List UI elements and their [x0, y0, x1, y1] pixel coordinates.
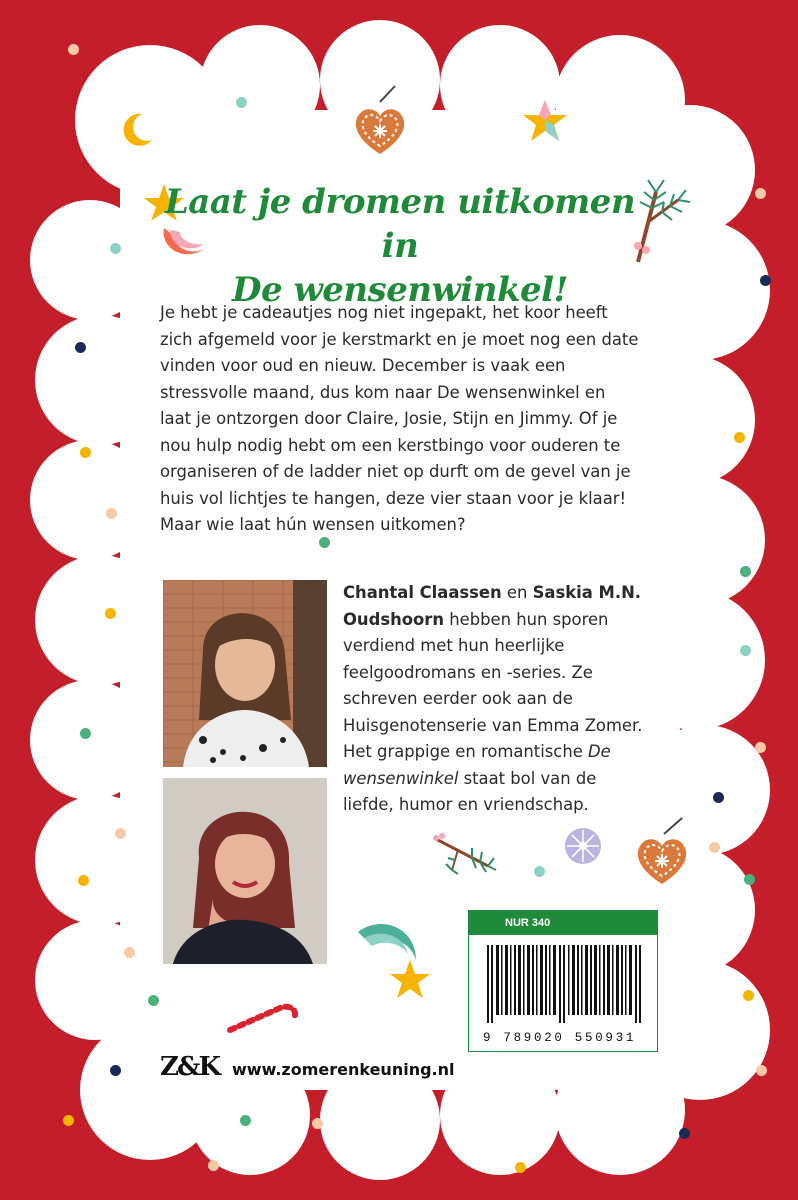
confetti-dot	[105, 608, 116, 619]
confetti-dot	[713, 792, 724, 803]
confetti-dot	[63, 1115, 74, 1126]
bio-text-2: staat bol van de liefde, humor en vriendschap.	[343, 768, 597, 814]
confetti-dot	[760, 275, 771, 286]
confetti-dot	[312, 1118, 323, 1129]
pine-branch-icon	[428, 828, 498, 876]
gingerbread-heart-icon	[350, 82, 410, 162]
isbn-digits: 9 789020 550931	[483, 1031, 637, 1045]
confetti-dot	[124, 947, 135, 958]
confetti-dot	[743, 990, 754, 1001]
publisher-logo: Z&K	[160, 1052, 220, 1082]
headline-line-2: De wensenwinkel!	[231, 270, 568, 310]
confetti-dot	[319, 537, 330, 548]
confetti-dot	[208, 1160, 219, 1171]
bio-conjunction: en	[501, 583, 533, 602]
confetti-dot	[80, 728, 91, 739]
confetti-dot	[80, 447, 91, 458]
author-2-name: Saskia M.N. Oudshoorn	[343, 583, 642, 629]
moon-icon	[120, 110, 156, 150]
confetti-dot	[734, 432, 745, 443]
confetti-dot	[240, 1115, 251, 1126]
shooting-star-icon	[352, 910, 442, 1006]
confetti-dot	[78, 875, 89, 886]
confetti-dot	[106, 508, 117, 519]
publisher-website[interactable]: www.zomerenkeuning.nl	[232, 1060, 455, 1079]
headline	[150, 180, 650, 312]
author-photo-1	[163, 580, 327, 767]
confetti-dot	[755, 188, 766, 199]
confetti-dot	[148, 995, 159, 1006]
confetti-dot	[755, 742, 766, 753]
barcode-box	[468, 910, 658, 1052]
confetti-dot	[110, 1065, 121, 1076]
author-photo-2	[163, 778, 327, 964]
confetti-dot	[110, 243, 121, 254]
snowflake-icon	[563, 826, 603, 866]
confetti-dot	[709, 842, 720, 853]
confetti-dot	[740, 566, 751, 577]
candy-cane-icon	[224, 996, 302, 1036]
confetti-dot	[740, 645, 751, 656]
barcode-bars	[487, 945, 641, 1023]
confetti-dot	[115, 828, 126, 839]
star-icon	[520, 98, 570, 144]
confetti-dot	[68, 44, 79, 55]
confetti-dot	[515, 1162, 526, 1173]
bio-book-title: De wensenwinkel	[343, 742, 611, 788]
blurb-text: Je hebt je cadeautjes nog niet ingepakt, het koor heeft zich afgemeld voor je kerstmarkt en je moet nog een date vinden voor oud en nieuw. December is vaak een stressvolle maand, dus kom naar De wensenwinkel en laat je ontzorgen door Claire, Josie, Stijn en Jimmy. Of je nou hulp nodig hebt om een kerstbingo voor ouderen te organiseren of de ladder niet op durft om de gevel van je huis vol lichtjes te hangen, deze vier staan voor je klaar! Maar wie laat hún wensen uitkomen?	[160, 303, 639, 534]
confetti-dot	[75, 342, 86, 353]
headline-line-1: Laat je dromen uitkomen in	[164, 182, 636, 266]
author-1-name: Chantal Claassen	[343, 583, 502, 602]
bio-text-1: hebben hun sporen verdiend met hun heerlijke feelgoodromans en -series. Ze schreven eerder ook aan de Huisgenotenserie van Emma Zomer. Het grappige en romantische	[343, 609, 643, 761]
confetti-dot	[744, 874, 755, 885]
confetti-dot	[534, 866, 545, 877]
confetti-dot	[236, 97, 247, 108]
nur-label: NUR 340	[469, 911, 657, 935]
gingerbread-heart-icon	[632, 816, 692, 890]
confetti-dot	[756, 1065, 767, 1076]
confetti-dot	[679, 1128, 690, 1139]
author-bio	[343, 580, 643, 819]
